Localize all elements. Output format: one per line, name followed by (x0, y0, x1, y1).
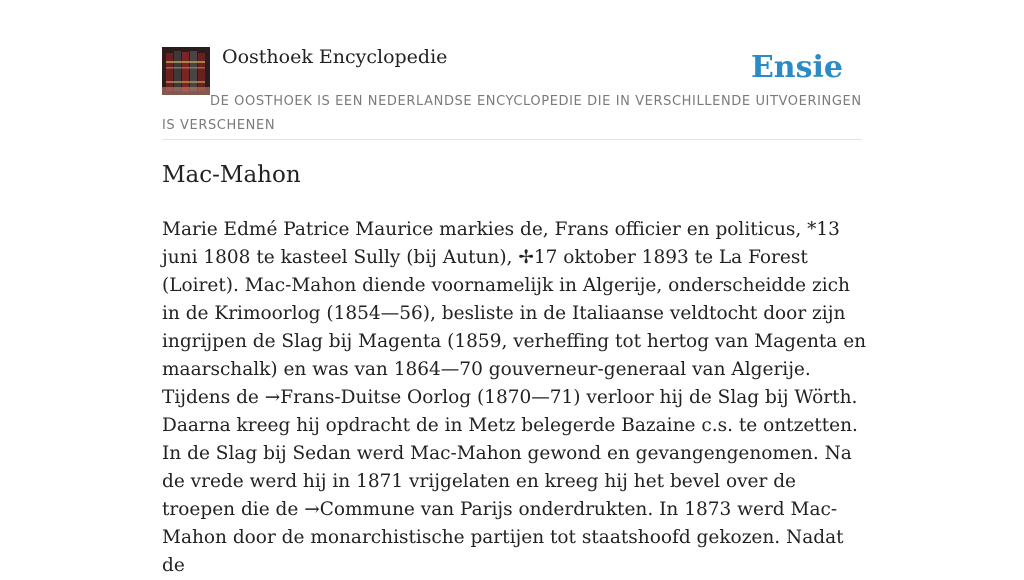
site-tagline: DE OOSTHOEK IS EEN NEDERLANDSE ENCYCLOPEDIE DIE IN VERSCHILLENDE UITVOERINGEN IS VERSCHENEN (162, 94, 862, 133)
site-header (162, 0, 862, 140)
brand-logo[interactable]: Ensie (750, 50, 843, 85)
article-title: Mac-Mahon (162, 162, 301, 188)
book-spines-avatar-icon[interactable] (162, 47, 210, 95)
page-container (162, 0, 867, 576)
site-title[interactable]: Oosthoek Encyclopedie (222, 46, 448, 68)
article-body: Marie Edmé Patrice Maurice markies de, Frans officier en politicus, *13 juni 1808 te kasteel Sully (bij Autun), ✢17 oktober 1893 te La Forest (Loiret). Mac-Mahon diende voornamelijk in Algerije, onderscheidde zich in de Krimoorlog (1854—56), besliste in de Italiaanse veldtocht door zijn ingrijpen de Slag bij Magenta (1859, verheffing tot hertog van Magenta en maarschalk) en was van 1864—70 gouverneur-generaal van Algerije. Tijdens de →Frans-Duitse Oorlog (1870—71) verloor hij de Slag bij Wörth. Daarna kreeg hij opdracht de in Metz belegerde Bazaine c.s. te ontzetten. In de Slag bij Sedan werd Mac-Mahon gewond en gevangengenomen. Na de vrede werd hij in 1871 vrijgelaten en kreeg hij het bevel over de troepen die de →Commune van Parijs onderdrukten. In 1873 werd Mac-Mahon door de monarchistische partijen tot staatshoofd gekozen. Nadat de (162, 219, 867, 576)
